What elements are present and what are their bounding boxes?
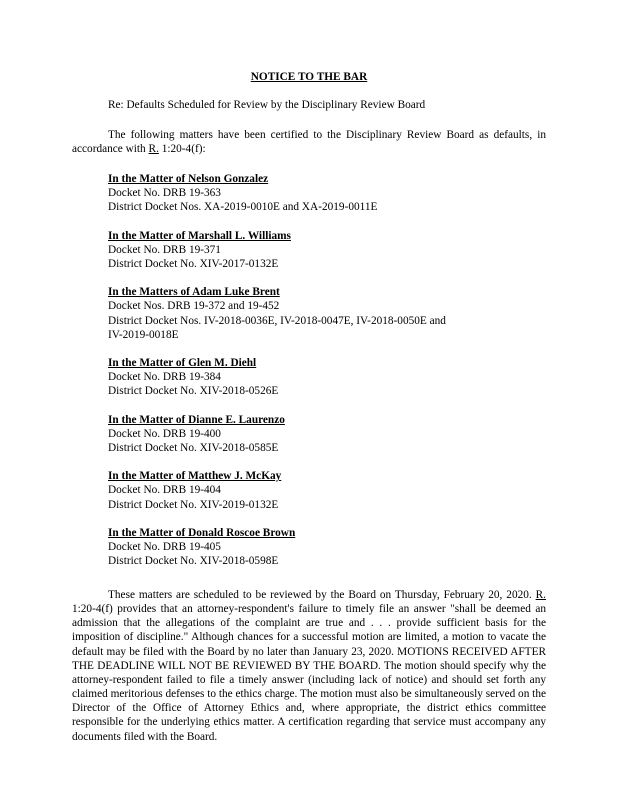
closing-paragraph <box>72 588 546 744</box>
closing-text-part1: These matters are scheduled to be reviewed by the Board on Thursday, February 20, 2020. <box>108 589 536 601</box>
matters-list <box>108 172 528 582</box>
district-docket-line: District Docket No. XIV-2019-0132E <box>108 498 279 511</box>
matter-item <box>108 526 528 569</box>
district-docket-line: District Docket No. XIV-2018-0598E <box>108 555 279 568</box>
district-docket-line: District Docket Nos. IV-2018-0036E, IV-2018-0047E, IV-2018-0050E and <box>108 314 446 327</box>
docket-line: Docket No. DRB 19-384 <box>108 371 221 384</box>
matter-item <box>108 413 528 456</box>
docket-line: Docket No. DRB 19-363 <box>108 187 221 200</box>
matter-title: In the Matter of Nelson Gonzalez <box>108 173 269 185</box>
district-docket-line: District Docket No. XIV-2018-0526E <box>108 385 279 398</box>
rule-reference: R. <box>535 589 546 601</box>
intro-text-before: The following matters have been certified to the Disciplinary Review Board as defaults, in accordance with <box>72 129 546 156</box>
page-title: NOTICE TO THE BAR <box>250 71 368 83</box>
matter-item <box>108 469 528 512</box>
matter-item <box>108 172 528 215</box>
matter-title: In the Matter of Matthew J. McKay <box>108 470 282 483</box>
matter-item <box>108 285 528 342</box>
docket-line: Docket No. DRB 19-371 <box>108 243 221 256</box>
docket-line: Docket No. DRB 19-404 <box>108 484 221 497</box>
docket-line: Docket No. DRB 19-400 <box>108 427 221 440</box>
district-docket-line: District Docket No. XIV-2017-0132E <box>108 258 279 271</box>
docket-line: Docket Nos. DRB 19-372 and 19-452 <box>108 300 280 313</box>
closing-text-part2: 1:20-4(f) provides that an attorney-respondent's failure to timely file an answer "shall be deemed an admission that the allegations of the complaint are true and . . . provide sufficient basis for the imposition of discipline." Although chances for a successful motion are limited, a motion to vacate the default may be filed with the Board by no later than January 23, 2020. MOTIONS RECEIVED AFTER THE DEADLINE WILL NOT BE REVIEWED BY THE BOARD. The motion should specify why the attorney-respondent failed to file a timely answer (including lack of notice) and should set forth any claimed meritorious defenses to the ethics charge. The motion must also be simultaneously served on the Director of the Office of Attorney Ethics and, where appropriate, the district ethics committee responsible for the underlying ethics matter. A certification regarding that service must accompany any documents filed with the Board. <box>72 603 546 743</box>
matter-title: In the Matter of Marshall L. Williams <box>108 229 291 242</box>
district-docket-line: District Docket No. XIV-2018-0585E <box>108 442 279 455</box>
matter-title: In the Matters of Adam Luke Brent <box>108 286 280 299</box>
intro-paragraph <box>72 128 546 156</box>
matter-title: In the Matter of Dianne E. Laurenzo <box>108 413 285 426</box>
matter-title: In the Matter of Donald Roscoe Brown <box>108 526 296 539</box>
matter-item <box>108 356 528 399</box>
intro-text-after: 1:20-4(f): <box>158 143 206 156</box>
subject-line: Re: Defaults Scheduled for Review by the Disciplinary Review Board <box>108 99 426 111</box>
district-docket-line-continued: IV-2019-0018E <box>108 328 179 341</box>
matter-item <box>108 229 528 272</box>
district-docket-line: District Docket Nos. XA-2019-0010E and XA-2019-0011E <box>108 201 378 214</box>
docket-line: Docket No. DRB 19-405 <box>108 541 221 554</box>
matter-title: In the Matter of Glen M. Diehl <box>108 357 257 370</box>
rule-reference: R. <box>148 143 159 156</box>
